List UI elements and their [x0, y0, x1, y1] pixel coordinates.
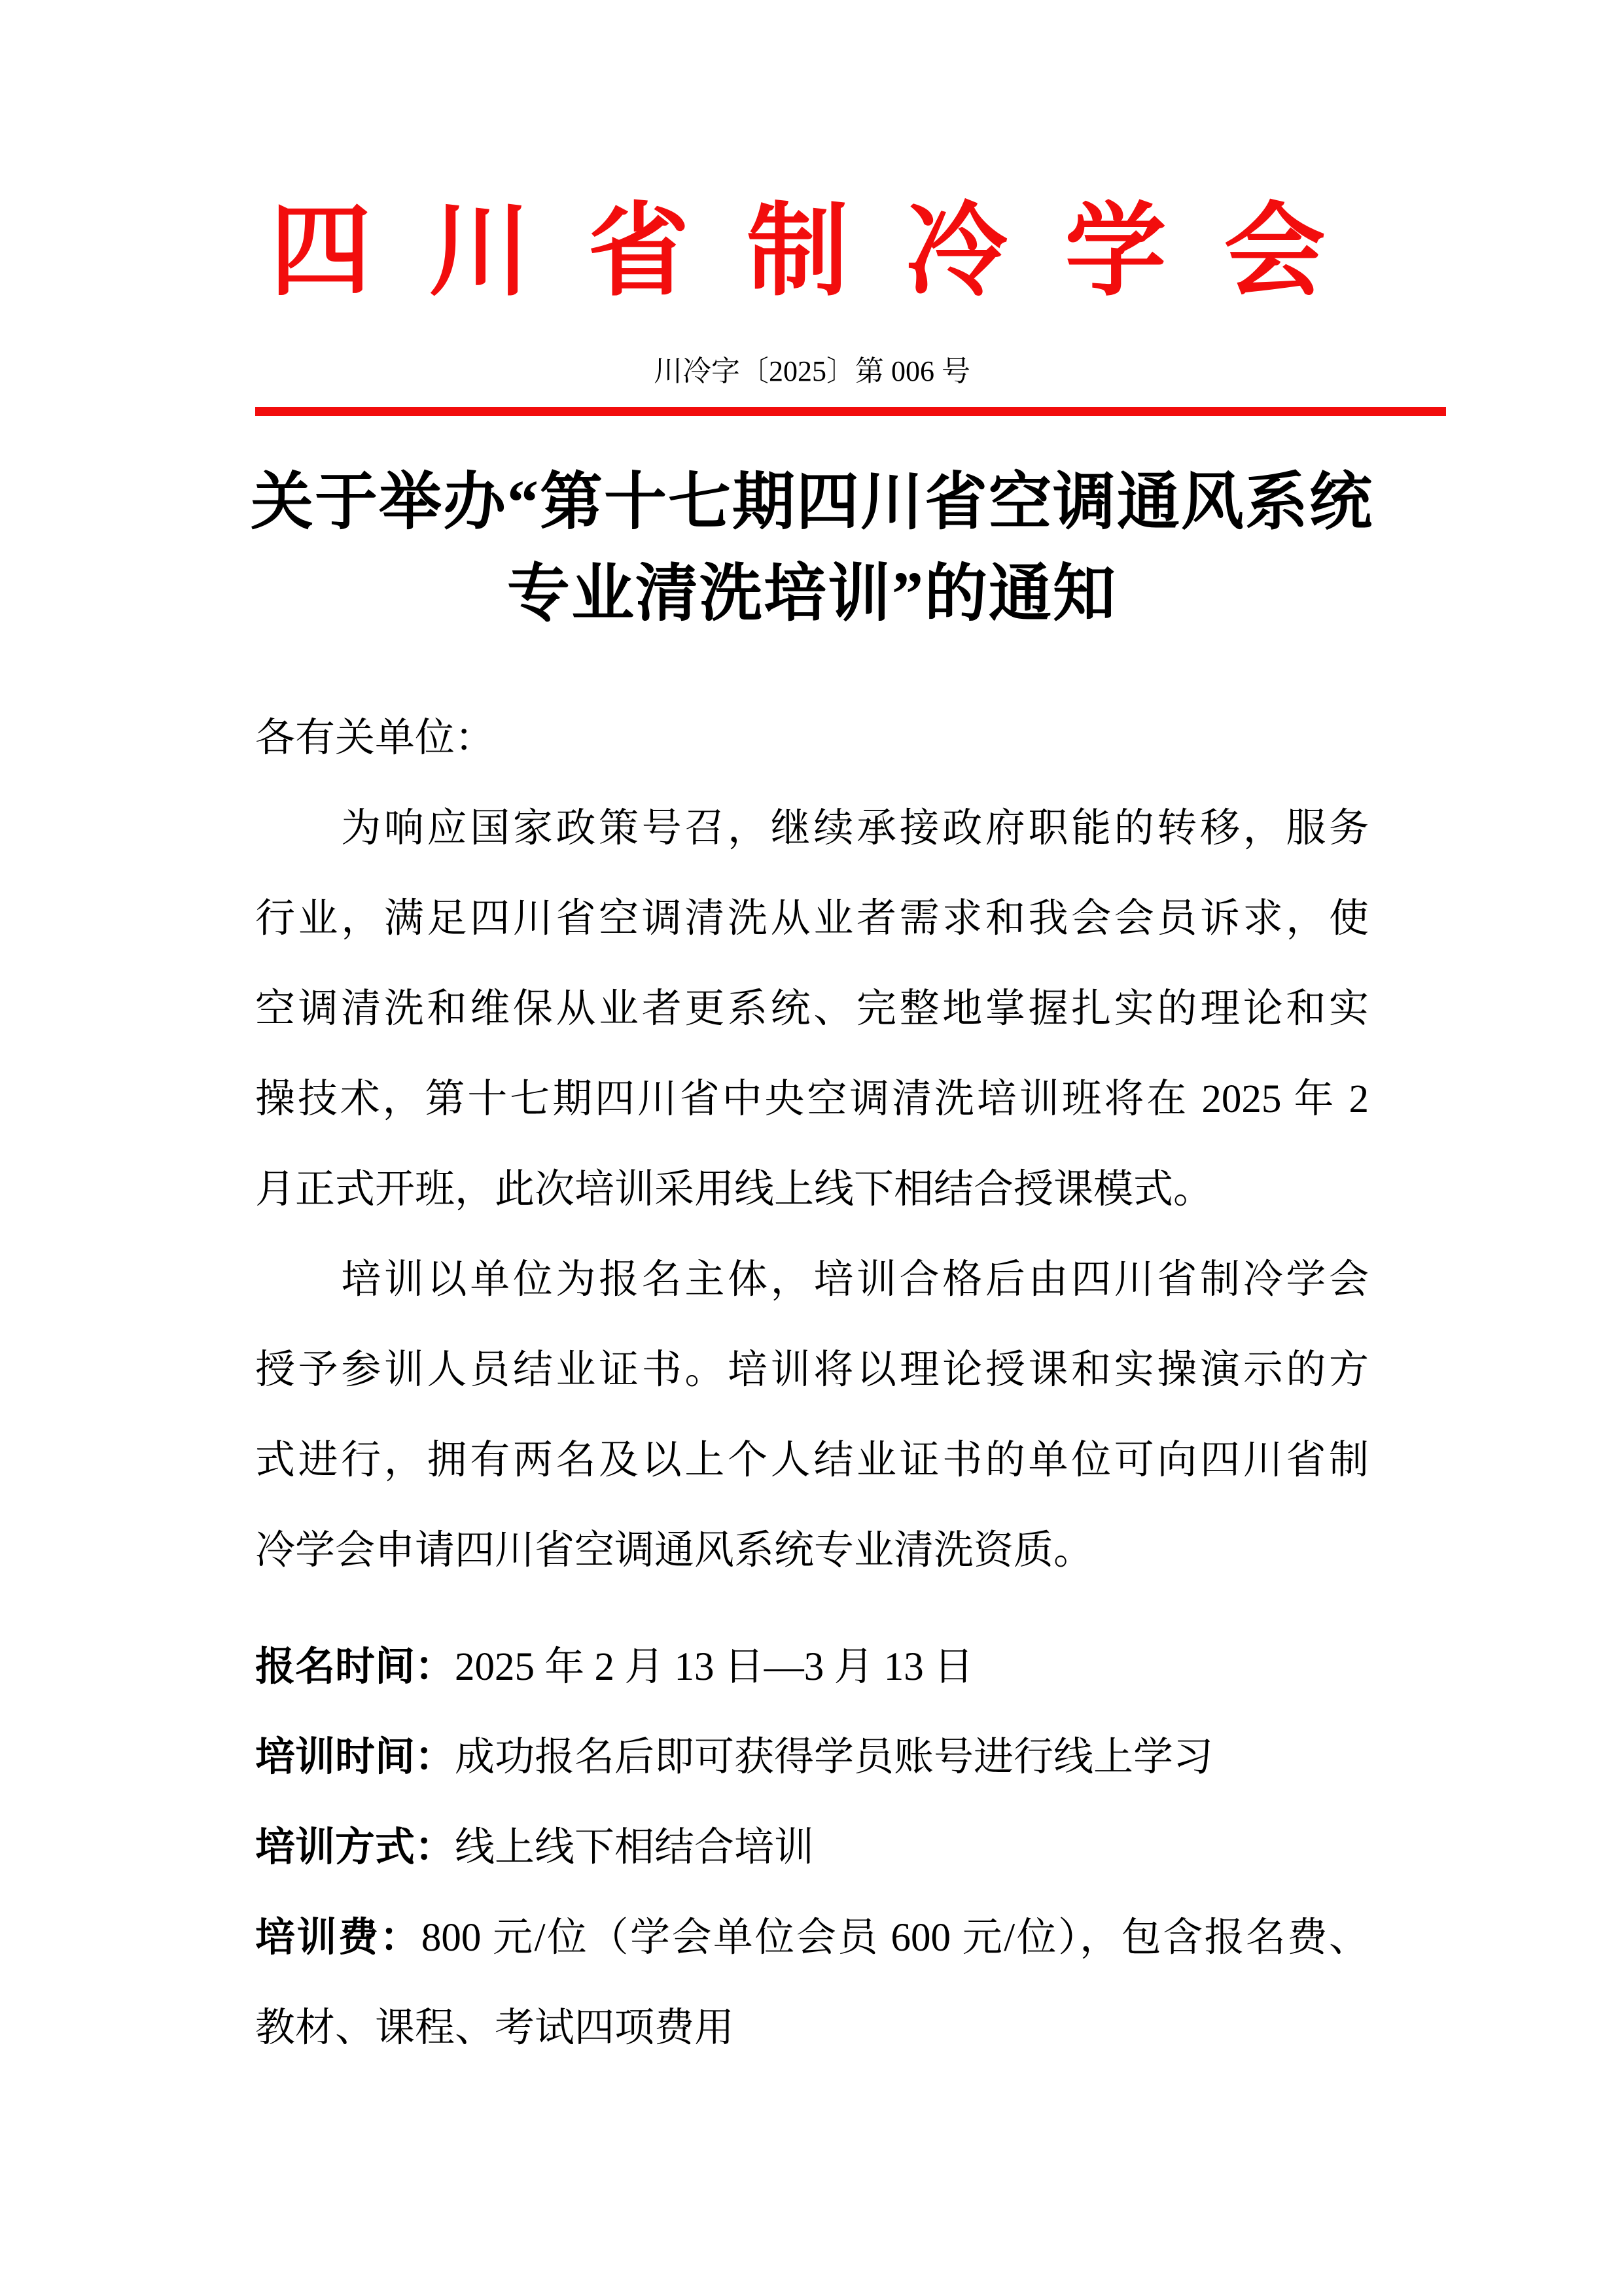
org-name-heading: 四川省制冷学会 [270, 196, 1383, 308]
notice-title-line-1: 关于举办“第十七期四川省空调通风系统 [251, 467, 1373, 537]
para1-line-2: 行业，满足四川省空调清洗从业者需求和我会会员诉求，使 [255, 897, 1369, 941]
salutation: 各有关单位： [255, 716, 495, 760]
notice-body [255, 693, 1369, 2074]
para2-line-3: 式进行，拥有两名及以上个人结业证书的单位可向四川省制 [255, 1438, 1369, 1482]
red-divider-line [255, 407, 1446, 416]
para1-line-4: 操技术，第十七期四川省中央空调清洗培训班将在 2025 年 2 [255, 1077, 1369, 1121]
para2-line-2: 授予参训人员结业证书。培训将以理论授课和实操演示的方 [255, 1348, 1369, 1392]
item-signup-time-value: 2025 年 2 月 13 日—3 月 13 日 [455, 1645, 974, 1689]
item-training-fee-value: 800 元/位（学会单位会员 600 元/位），包含报名费、 [421, 1916, 1369, 1960]
para1-line-5: 月正式开班，此次培训采用线上线下相结合授课模式。 [255, 1168, 1214, 1211]
para2-line-4: 冷学会申请四川省空调通风系统专业清洗资质。 [255, 1529, 1094, 1573]
item-signup-time [255, 1622, 1369, 1713]
notice-title-line-2: 专业清洗培训”的通知 [507, 559, 1117, 629]
info-items [255, 1622, 1369, 2074]
item-signup-time-label: 报名时间： [255, 1645, 455, 1689]
para1-line-1: 为响应国家政策号召，继续承接政府职能的转移，服务 [255, 807, 1369, 850]
item-training-time-label: 培训时间： [255, 1735, 455, 1779]
notice-title [0, 457, 1624, 640]
item-training-fee-overflow: 教材、课程、考试四项费用 [255, 2006, 735, 2050]
item-training-time-value: 成功报名后即可获得学员账号进行线上学习 [455, 1735, 1214, 1779]
item-training-mode-label: 培训方式： [255, 1826, 455, 1870]
doc-number: 川冷字〔2025〕第 006 号 [654, 355, 970, 387]
item-training-fee-label: 培训费： [255, 1916, 421, 1960]
para2-line-1: 培训以单位为报名主体，培训合格后由四川省制冷学会 [255, 1258, 1369, 1302]
para1-line-3: 空调清洗和维保从业者更系统、完整地掌握扎实的理论和实 [255, 987, 1369, 1031]
item-training-mode-value: 线上线下相结合培训 [455, 1826, 815, 1870]
item-training-fee [255, 1893, 1369, 1983]
item-training-time [255, 1713, 1369, 1803]
item-training-mode [255, 1803, 1369, 1893]
